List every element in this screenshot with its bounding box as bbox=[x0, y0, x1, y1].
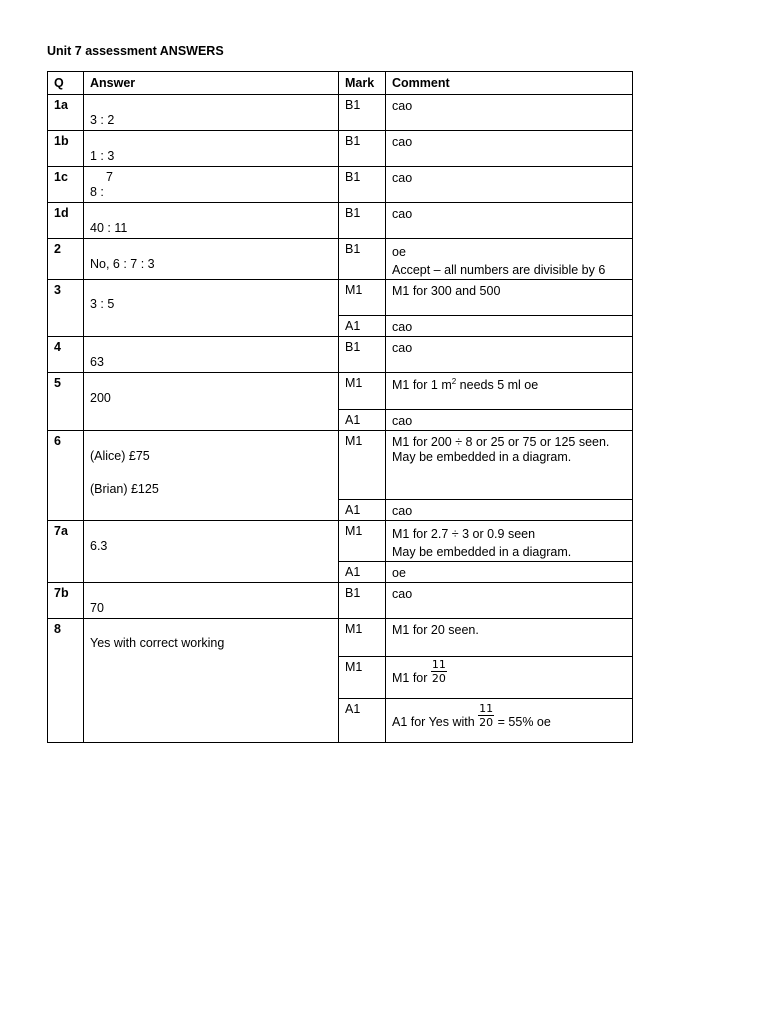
comment-cell bbox=[386, 431, 633, 500]
answer-cell bbox=[84, 95, 339, 131]
answer-text: 3 : 5 bbox=[90, 297, 115, 311]
comment-cell bbox=[386, 521, 633, 562]
answer-text: 8 : bbox=[90, 185, 104, 199]
header-comment: Comment bbox=[386, 72, 633, 95]
mark-cell: A1 bbox=[339, 562, 386, 583]
question-number: 5 bbox=[48, 373, 84, 431]
comment-cell: M1 for 20 seen. bbox=[386, 619, 633, 657]
comment-cell: cao bbox=[386, 500, 633, 521]
comment-cell: M1 for 300 and 500 bbox=[386, 280, 633, 316]
answer-text: 1 : 3 bbox=[90, 149, 115, 163]
answer-numerator: 7 bbox=[106, 170, 113, 184]
answer-cell bbox=[84, 239, 339, 280]
question-number: 7a bbox=[48, 521, 84, 583]
comment-cell: cao bbox=[386, 583, 633, 619]
answer-cell bbox=[84, 431, 339, 521]
answer-cell bbox=[84, 373, 339, 431]
answer-cell bbox=[84, 167, 339, 203]
mark-cell: B1 bbox=[339, 203, 386, 239]
superscript: 2 bbox=[451, 377, 457, 386]
question-number: 7b bbox=[48, 583, 84, 619]
fraction-denominator: 20 bbox=[431, 672, 446, 685]
table-row bbox=[48, 167, 633, 203]
comment-cell bbox=[386, 373, 633, 410]
mark-cell: A1 bbox=[339, 410, 386, 431]
mark-cell: B1 bbox=[339, 131, 386, 167]
question-number: 6 bbox=[48, 431, 84, 521]
page-title: Unit 7 assessment ANSWERS bbox=[47, 44, 224, 58]
comment-text: = 55% oe bbox=[494, 714, 551, 729]
answer-text: (Brian) £125 bbox=[90, 482, 159, 496]
comment-text: needs 5 ml oe bbox=[456, 378, 539, 393]
comment-cell: cao bbox=[386, 95, 633, 131]
mark-cell: A1 bbox=[339, 500, 386, 521]
comment-cell bbox=[386, 699, 633, 743]
comment-line: M1 for 200 ÷ 8 or 25 or 75 or 125 seen. bbox=[392, 435, 610, 449]
question-number: 1b bbox=[48, 131, 84, 167]
answer-text: 63 bbox=[90, 355, 104, 369]
answer-text: No, 6 : 7 : 3 bbox=[90, 257, 155, 271]
fraction-denominator: 20 bbox=[479, 716, 494, 729]
answer-text: (Alice) £75 bbox=[90, 449, 150, 463]
table-row bbox=[48, 337, 633, 373]
fraction-numerator: 11 bbox=[431, 658, 446, 671]
table-row bbox=[48, 521, 633, 562]
comment-line: M1 for 2.7 ÷ 3 or 0.9 seen bbox=[392, 527, 536, 541]
comment-cell bbox=[386, 657, 633, 699]
table-row bbox=[48, 95, 633, 131]
comment-cell: cao bbox=[386, 337, 633, 373]
comment-cell: cao bbox=[386, 316, 633, 337]
table-row bbox=[48, 431, 633, 500]
comment-line: Accept – all numbers are divisible by 6 bbox=[392, 263, 606, 277]
question-number: 4 bbox=[48, 337, 84, 373]
answer-cell bbox=[84, 203, 339, 239]
table-row bbox=[48, 131, 633, 167]
comment-cell bbox=[386, 239, 633, 280]
comment-line: May be embedded in a diagram. bbox=[392, 450, 572, 464]
question-number: 2 bbox=[48, 239, 84, 280]
mark-cell: A1 bbox=[339, 316, 386, 337]
table-row bbox=[48, 619, 633, 657]
answer-cell bbox=[84, 280, 339, 337]
question-number: 1d bbox=[48, 203, 84, 239]
table-row bbox=[48, 239, 633, 280]
mark-cell: B1 bbox=[339, 167, 386, 203]
comment-cell: cao bbox=[386, 131, 633, 167]
answer-text: 40 : 11 bbox=[90, 221, 128, 235]
mark-cell: A1 bbox=[339, 699, 386, 743]
table-row bbox=[48, 280, 633, 316]
question-number: 8 bbox=[48, 619, 84, 743]
fraction bbox=[431, 659, 447, 684]
mark-cell: B1 bbox=[339, 239, 386, 280]
comment-cell: cao bbox=[386, 203, 633, 239]
mark-cell: M1 bbox=[339, 657, 386, 699]
answer-text: 70 bbox=[90, 601, 104, 615]
mark-cell: B1 bbox=[339, 583, 386, 619]
fraction bbox=[478, 703, 494, 728]
answer-text: 6.3 bbox=[90, 539, 108, 553]
comment-text: M1 for 1 m bbox=[392, 378, 452, 393]
comment-line: oe bbox=[392, 245, 406, 259]
answer-cell bbox=[84, 131, 339, 167]
mark-cell: M1 bbox=[339, 373, 386, 410]
header-answer: Answer bbox=[84, 72, 339, 95]
header-q: Q bbox=[48, 72, 84, 95]
header-row bbox=[48, 72, 633, 95]
answer-cell bbox=[84, 337, 339, 373]
mark-cell: M1 bbox=[339, 619, 386, 657]
answer-text: Yes with correct working bbox=[90, 636, 225, 650]
question-number: 3 bbox=[48, 280, 84, 337]
answer-cell bbox=[84, 521, 339, 583]
mark-cell: M1 bbox=[339, 280, 386, 316]
comment-cell: cao bbox=[386, 167, 633, 203]
comment-text: M1 for bbox=[392, 670, 431, 685]
question-number: 1c bbox=[48, 167, 84, 203]
answer-text: 3 : 2 bbox=[90, 113, 115, 127]
answer-cell bbox=[84, 583, 339, 619]
comment-cell: cao bbox=[386, 410, 633, 431]
answer-cell bbox=[84, 619, 339, 743]
comment-line: May be embedded in a diagram. bbox=[392, 545, 572, 559]
answer-text: 200 bbox=[90, 391, 111, 405]
comment-text: A1 for Yes with bbox=[392, 714, 479, 729]
mark-cell: M1 bbox=[339, 431, 386, 500]
mark-cell: B1 bbox=[339, 337, 386, 373]
table-row bbox=[48, 583, 633, 619]
table-row bbox=[48, 373, 633, 410]
header-mark: Mark bbox=[339, 72, 386, 95]
comment-cell: oe bbox=[386, 562, 633, 583]
mark-cell: M1 bbox=[339, 521, 386, 562]
table-row bbox=[48, 203, 633, 239]
fraction-numerator: 11 bbox=[479, 702, 494, 715]
mark-cell: B1 bbox=[339, 95, 386, 131]
answers-table bbox=[47, 71, 633, 743]
question-number: 1a bbox=[48, 95, 84, 131]
